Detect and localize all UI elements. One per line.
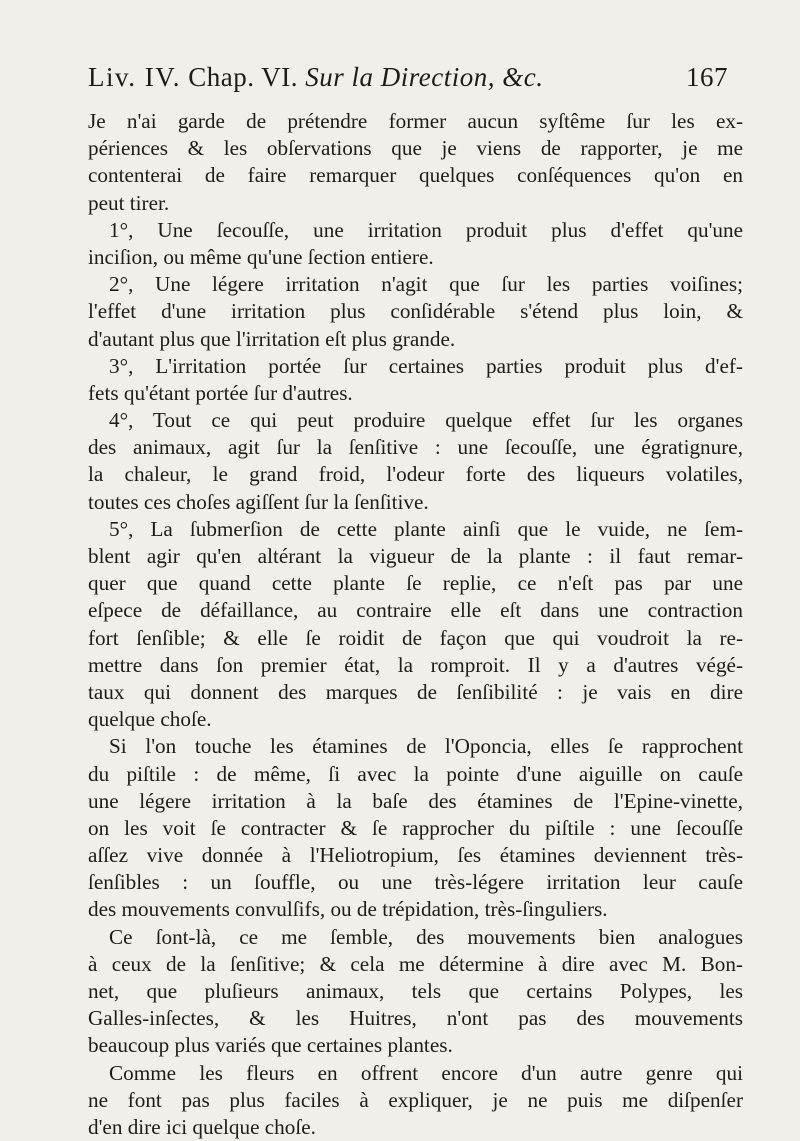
text-line: inciſion, ou même qu'une ſection entiere.	[88, 244, 434, 269]
text-line: à ceux de la ſenſitive; & cela me détermine à dire avec M. Bon-	[88, 951, 743, 976]
text-line: toutes ces choſes agiſſent ſur la ſenſitive.	[88, 489, 429, 514]
text-line: Galles-inſectes, & les Huitres, n'ont pas des mouvements	[88, 1006, 743, 1031]
text-line: contenterai de faire remarquer quelques conſéquences qu'on en	[88, 163, 743, 188]
text-line: quer que quand cette plante ſe replie, ce n'eſt pas par une	[88, 571, 743, 596]
text-line: 4°, Tout ce qui peut produire quelque effet ſur les organes	[109, 408, 743, 433]
text-line: quelque choſe.	[88, 707, 212, 732]
text-line: Si l'on touche les étamines de l'Oponcia, elles ſe rapprochent	[109, 734, 743, 759]
text-line: fort ſenſible; & elle ſe roidit de façon que qui voudroit la re-	[88, 625, 743, 650]
text-line: on les voit ſe contracter & ſe rapprocher du piſtile : une ſecouſſe	[88, 815, 743, 840]
running-head	[88, 62, 728, 102]
page-number: 167	[686, 62, 728, 92]
text-line: des mouvements convulſifs, ou de trépidation, très-ſinguliers.	[88, 897, 608, 922]
text-line: peut tirer.	[88, 190, 170, 215]
text-line: 1°, Une ſecouſſe, une irritation produit plus d'effet qu'une	[109, 217, 743, 242]
chapter-number: Chap. VI.	[188, 62, 298, 92]
text-line: eſpece de défaillance, au contraire elle eſt dans une contraction	[88, 598, 743, 623]
book-number: Liv. IV.	[88, 62, 181, 92]
text-line: ſenſibles : un ſouffle, ou une très-légere irritation leur cauſe	[88, 870, 743, 895]
text-line: des animaux, agit ſur la ſenſitive : une ſecouſſe, une égratignure,	[88, 435, 743, 460]
text-line: fets qu'étant portée ſur d'autres.	[88, 380, 353, 405]
text-line: une légere irritation à la baſe des étamines de l'Epine-vinette,	[88, 788, 743, 813]
text-line: aſſez vive donnée à l'Heliotropium, ſes étamines deviennent très-	[88, 843, 743, 868]
text-line: 3°, L'irritation portée ſur certaines parties produit plus d'ef-	[109, 353, 743, 378]
text-line: beaucoup plus variés que certaines plantes.	[88, 1033, 453, 1058]
text-line: 5°, La ſubmerſion de cette plante ainſi que le vuide, ne ſem-	[109, 516, 743, 541]
text-line: Ce ſont-là, ce me ſemble, des mouvements bien analogues	[109, 924, 743, 949]
text-line: du piſtile : de même, ſi avec la pointe d'une aiguille on cauſe	[88, 761, 743, 786]
text-line: 2°, Une légere irritation n'agit que ſur les parties voiſines;	[109, 272, 743, 297]
text-line: Comme les fleurs en offrent encore d'un autre genre qui	[109, 1060, 743, 1085]
chapter-title: Sur la Direction, &c.	[305, 62, 544, 92]
text-line: blent agir qu'en altérant la vigueur de la plante : il faut remar-	[88, 544, 743, 568]
text-line: Je n'ai garde de prétendre former aucun syſtême ſur les ex-	[88, 109, 743, 133]
text-line: mettre dans ſon premier état, la romproit. Il y a d'autres végé-	[88, 652, 743, 677]
text-line: périences & les obſervations que je viens de rapporter, je me	[88, 136, 743, 161]
text-line: net, que pluſieurs animaux, tels que certains Polypes, les	[88, 979, 743, 1003]
text-line: taux qui donnent des marques de ſenſibilité : je vais en dire	[88, 679, 743, 704]
text-line: la chaleur, le grand froid, l'odeur forte des liqueurs volatiles,	[88, 462, 743, 487]
body-text	[88, 108, 743, 1141]
text-line: l'effet d'une irritation plus conſidérable s'étend plus loin, &	[88, 299, 743, 324]
text-line: ne font pas plus faciles à expliquer, je ne puis me diſpenſer	[88, 1087, 743, 1112]
text-line: d'autant plus que l'irritation eſt plus grande.	[88, 326, 456, 351]
text-line: d'en dire ici quelque choſe.	[88, 1114, 316, 1139]
